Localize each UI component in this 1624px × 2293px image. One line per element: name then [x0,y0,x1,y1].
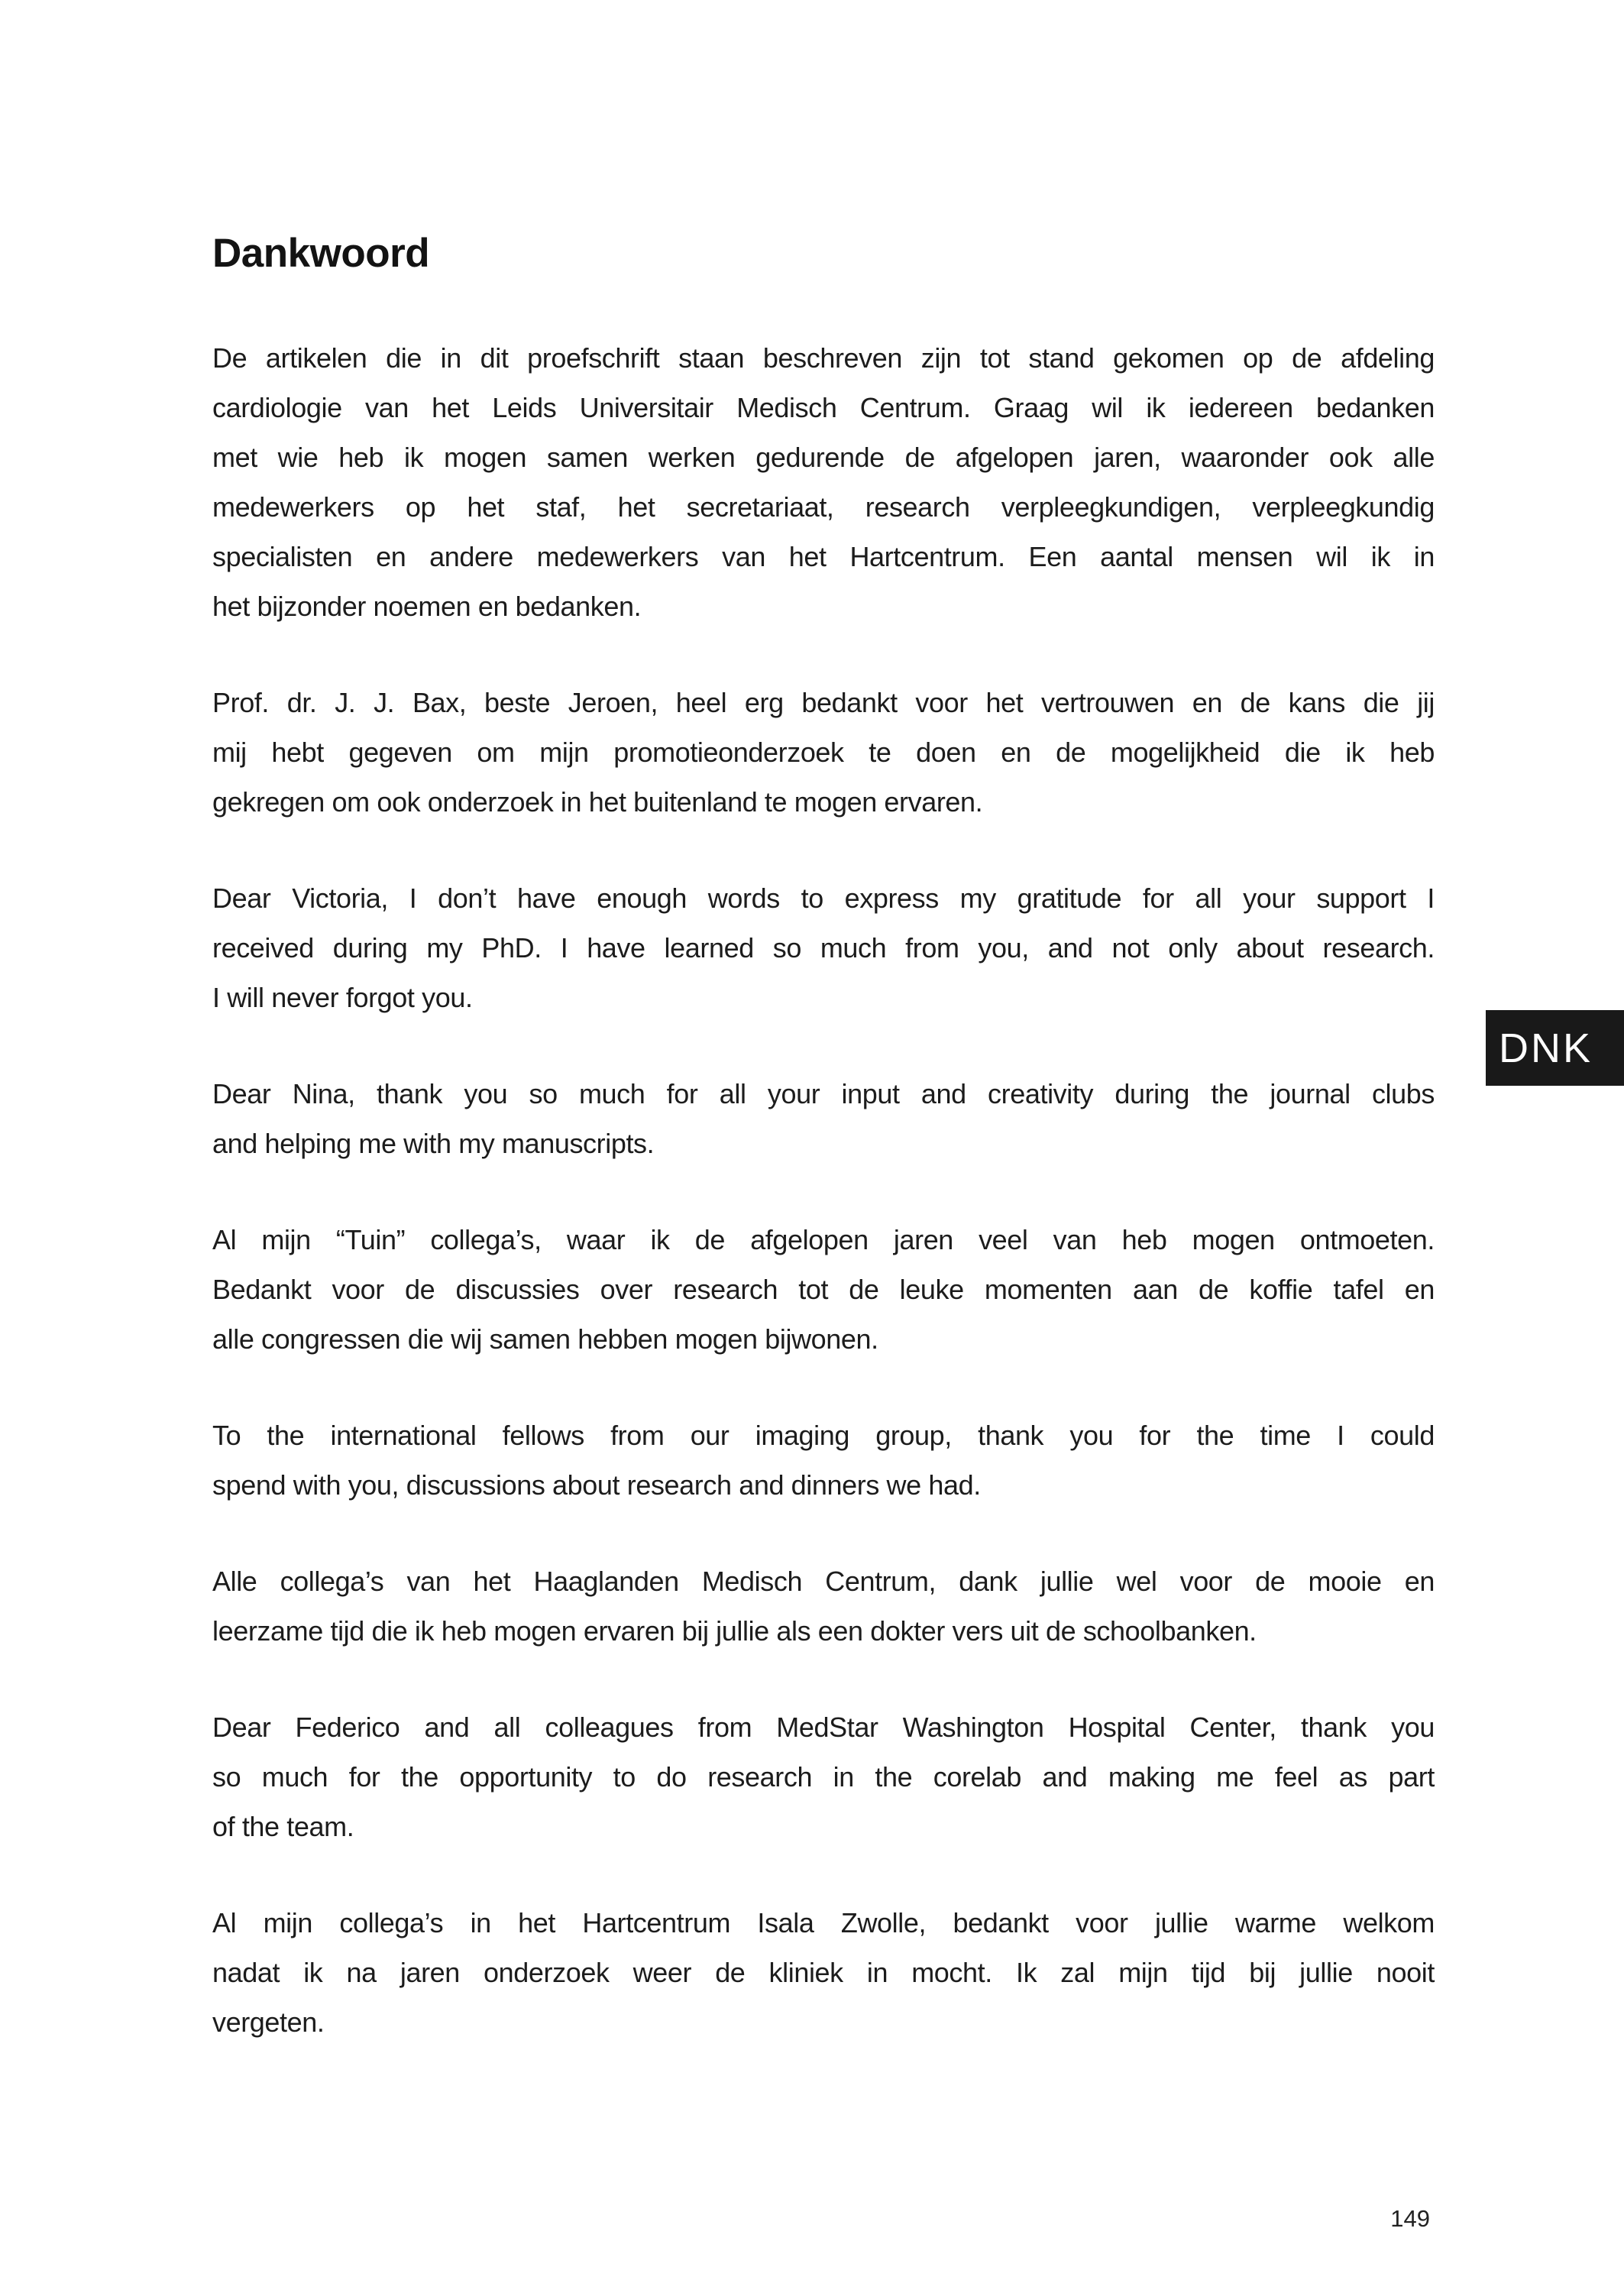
text-line: Dear Federico and all colleagues from MedStar Washington Hospital Center, thank you [212,1712,1435,1743]
paragraph [212,1556,1435,1656]
text-line: het bijzonder noemen en bedanken. [212,591,642,622]
text-line: nadat ik na jaren onderzoek weer de kliniek in mocht. Ik zal mijn tijd bij jullie nooit [212,1957,1435,1988]
chapter-side-tab-label: DNK [1499,1025,1593,1071]
page-title: Dankwoord [212,231,430,276]
text-line: Bedankt voor de discussies over research tot de leuke momenten aan de koffie tafel en [212,1274,1435,1305]
text-line: Al mijn collega’s in het Hartcentrum Isala Zwolle, bedankt voor jullie warme welkom [212,1907,1435,1938]
text-line: of the team. [212,1811,354,1842]
paragraph [212,1410,1435,1510]
text-line: Dear Nina, thank you so much for all your input and creativity during the journal clubs [212,1078,1435,1109]
text-line: medewerkers op het staf, het secretariaat, research verpleegkundigen, verpleegkundig [212,491,1435,523]
text-line: gekregen om ook onderzoek in het buitenland te mogen ervaren. [212,786,983,818]
text-line: Al mijn “Tuin” collega’s, waar ik de afgelopen jaren veel van heb mogen ontmoeten. [212,1224,1435,1255]
page-number: 149 [1390,2205,1430,2232]
text-line: Prof. dr. J. J. Bax, beste Jeroen, heel erg bedankt voor het vertrouwen en de kans die jij [212,687,1435,718]
text-line: specialisten en andere medewerkers van het Hartcentrum. Een aantal mensen wil ik in [212,541,1435,572]
paragraph [212,873,1435,1022]
text-line: received during my PhD. I have learned so much from you, and not only about research. [212,932,1435,964]
text-line: mij hebt gegeven om mijn promotieonderzoek te doen en de mogelijkheid die ik heb [212,737,1435,768]
paragraph [212,1215,1435,1364]
paragraph [212,1898,1435,2047]
paragraph [212,1069,1435,1168]
text-line: leerzame tijd die ik heb mogen ervaren bij jullie als een dokter vers uit de schoolbanken. [212,1615,1257,1647]
text-line: cardiologie van het Leids Universitair Medisch Centrum. Graag wil ik iedereen bedanken [212,392,1435,423]
text-line: Dear Victoria, I don’t have enough words to express my gratitude for all your support I [212,883,1435,914]
text-line: and helping me with my manuscripts. [212,1128,655,1159]
paragraph [212,1702,1435,1851]
text-line: met wie heb ik mogen samen werken gedurende de afgelopen jaren, waaronder ook alle [212,442,1435,473]
text-line: To the international fellows from our imaging group, thank you for the time I could [212,1420,1435,1451]
text-line: spend with you, discussions about research and dinners we had. [212,1469,981,1501]
paragraph [212,678,1435,827]
body-text-column [212,333,1435,2094]
text-line: De artikelen die in dit proefschrift staan beschreven zijn tot stand gekomen op de afdeling [212,342,1435,374]
text-line: so much for the opportunity to do research in the corelab and making me feel as part [212,1761,1435,1793]
text-line: vergeten. [212,2006,325,2038]
paragraph [212,333,1435,631]
text-line: Alle collega’s van het Haaglanden Medisch Centrum, dank jullie wel voor de mooie en [212,1566,1435,1597]
text-line: I will never forgot you. [212,982,473,1013]
chapter-side-tab [1486,1010,1624,1086]
text-line: alle congressen die wij samen hebben mogen bijwonen. [212,1323,878,1355]
